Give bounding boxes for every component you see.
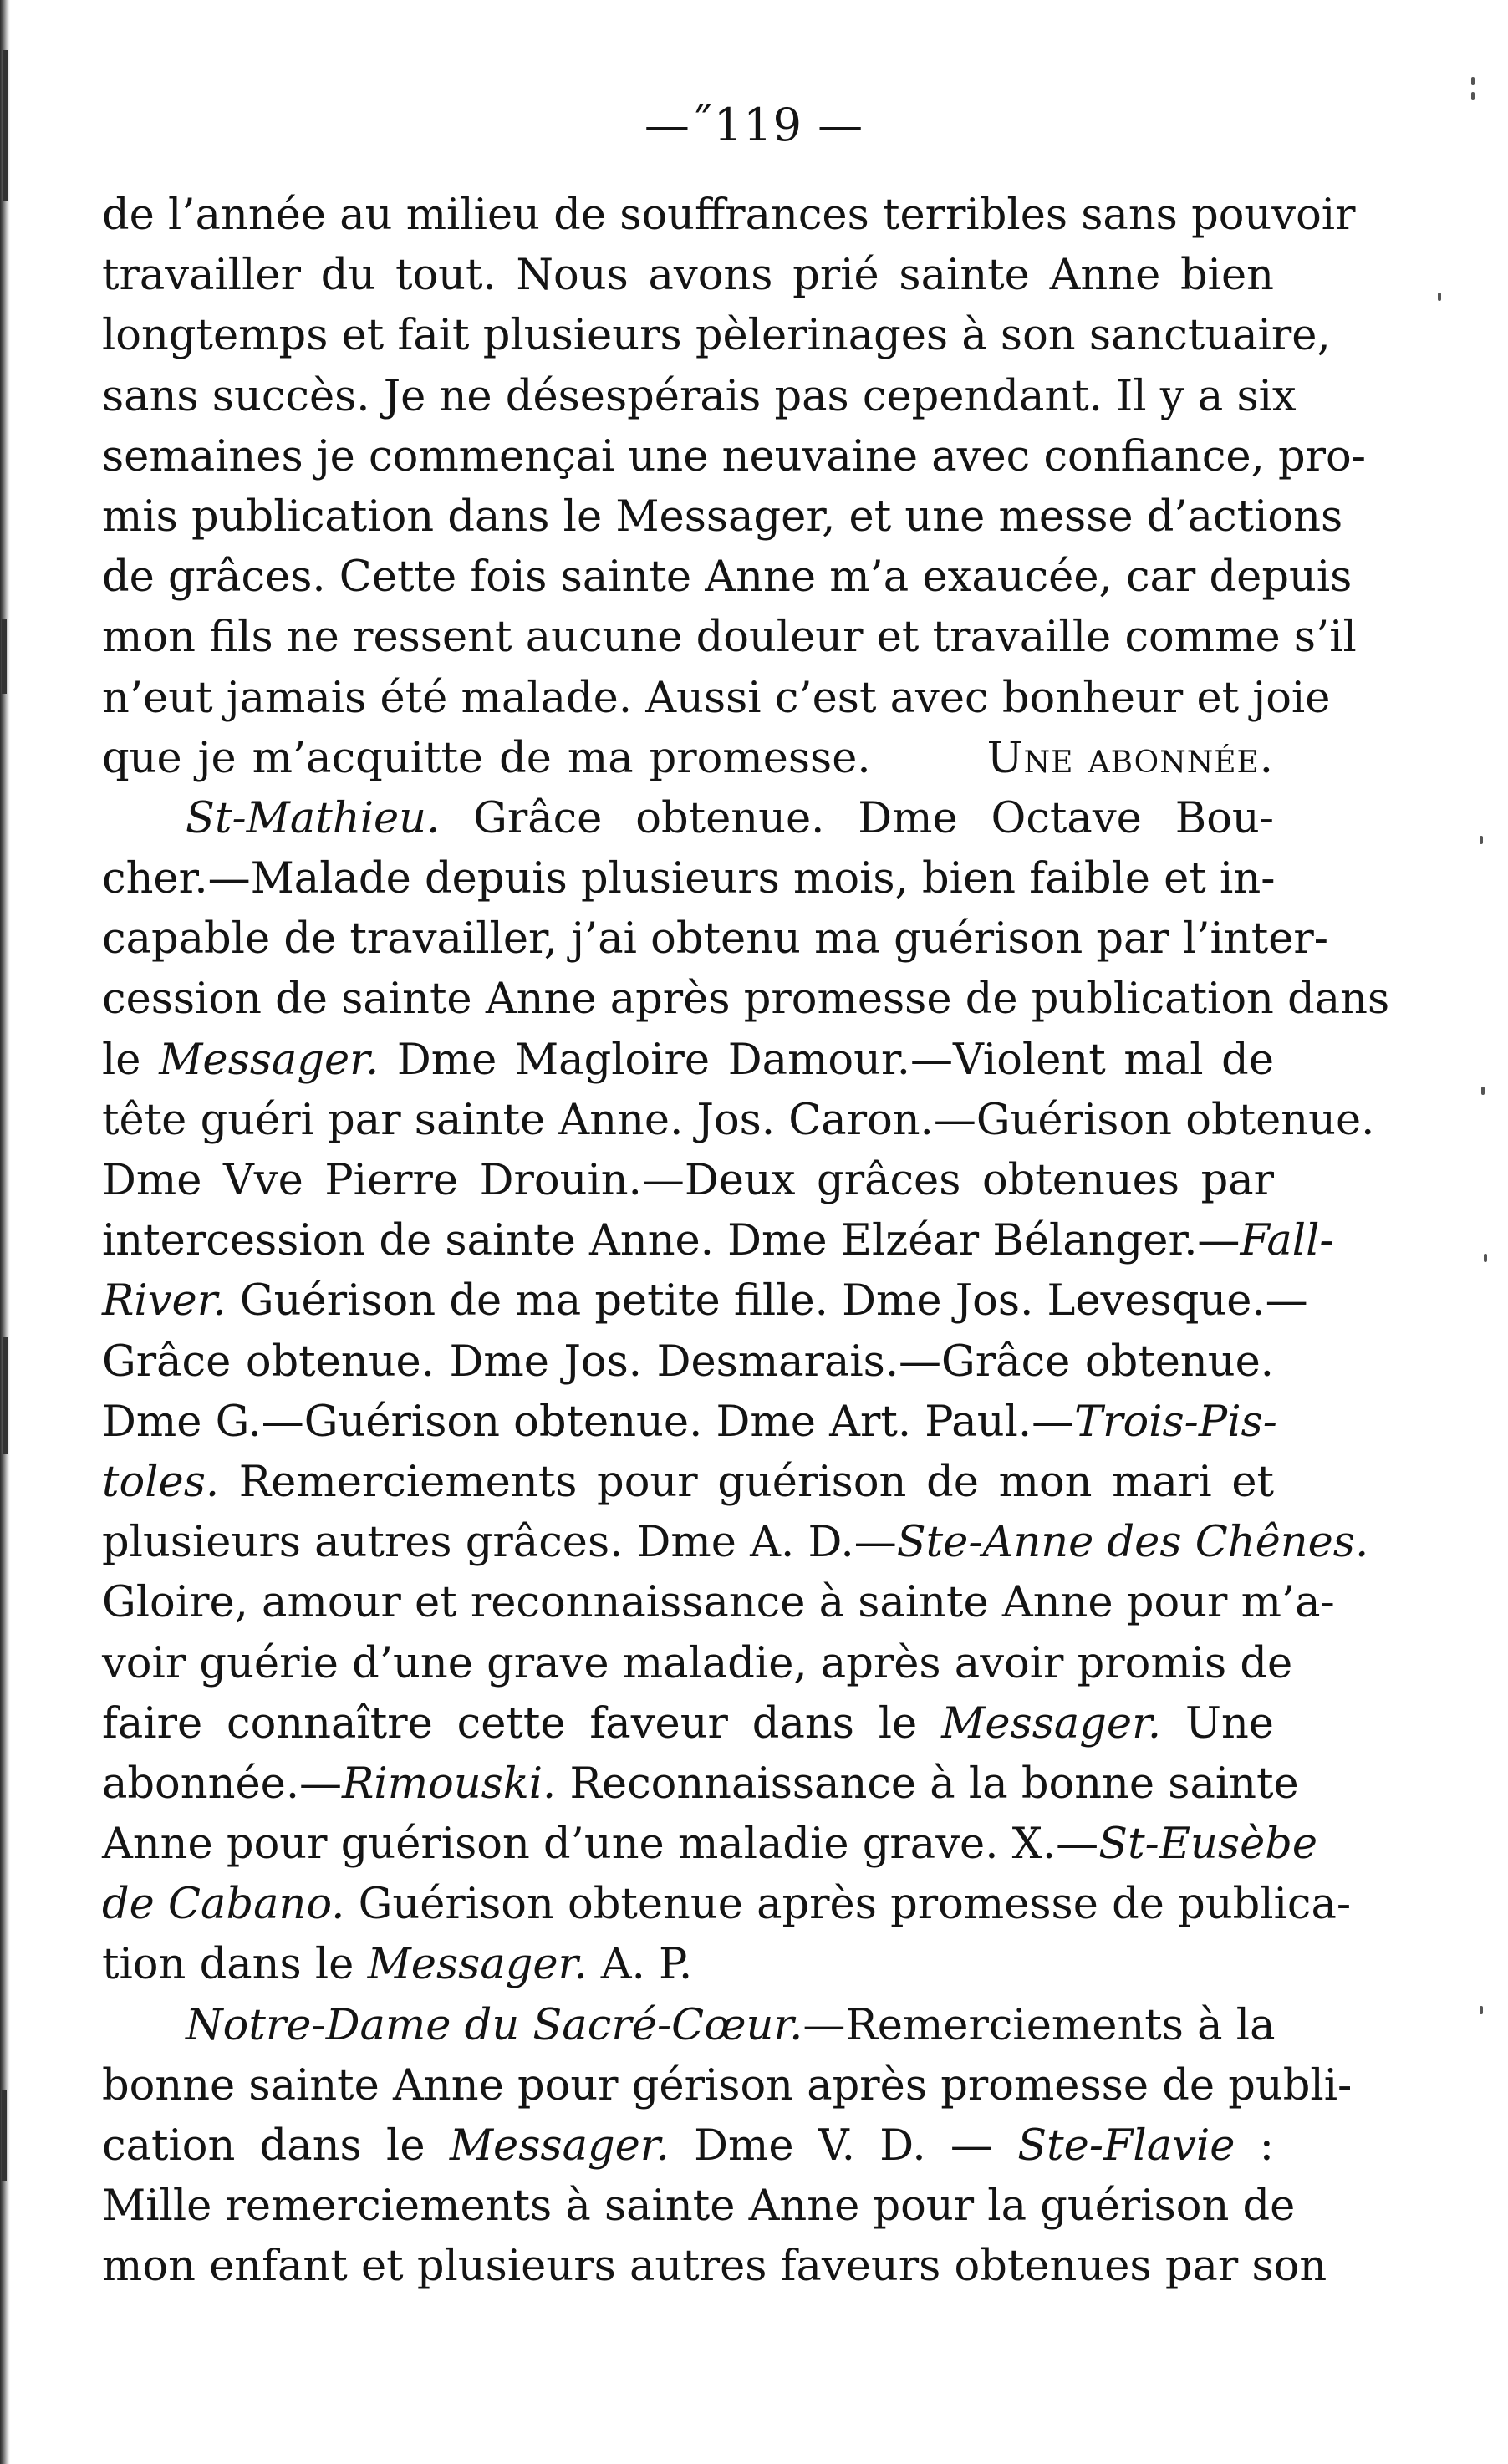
edge-scan-mark [2, 2090, 7, 2181]
signature: Une abonnée. [986, 733, 1274, 783]
text-line: Dme Vve Pierre Drouin.—Deux grâces obtenues par [102, 1156, 1274, 1205]
text-line: longtemps et fait plusieurs pèlerinages à son sanctuaire, [102, 311, 1331, 361]
text-line: sans succès. Je ne désespérais pas cependant. Il y a six [102, 371, 1297, 421]
text-line: cher.—Malade depuis plusieurs mois, bien faible et in- [102, 854, 1276, 904]
text-line: cation dans le Messager. Dme V. D. — Ste-Flavie : [102, 2121, 1274, 2171]
text-line: mon fils ne ressent aucune douleur et travaille comme s’il [102, 613, 1357, 663]
text-line: intercession de sainte Anne. Dme Elzéar Bélanger.—Fall- [102, 1216, 1334, 1266]
text-line: tête guéri par sainte Anne. Jos. Caron.—Guérison obtenue. [102, 1095, 1375, 1145]
page-number: —˝119 — [644, 99, 864, 151]
text-line: St-Mathieu. Grâce obtenue. Dme Octave Bou- [186, 793, 1274, 843]
text-line: faire connaître cette faveur dans le Messager. Une [102, 1698, 1274, 1749]
text-line: Mille remerciements à sainte Anne pour la guérison de [102, 2181, 1296, 2232]
text-line: voir guérie d’une grave maladie, après avoir promis de [102, 1638, 1293, 1688]
text-line: de grâces. Cette fois sainte Anne m’a exaucée, car depuis [102, 552, 1353, 603]
edge-scan-mark [2, 619, 7, 694]
scan-speck [1480, 836, 1483, 844]
text-line: le Messager. Dme Magloire Damour.—Violent mal de [102, 1035, 1275, 1085]
text-line: Notre-Dame du Sacré-Cœur.—Remerciements à la [186, 2000, 1276, 2050]
scan-speck [1471, 77, 1475, 85]
text-line: Dme G.—Guérison obtenue. Dme Art. Paul.—Trois-Pis- [102, 1397, 1277, 1447]
text-line: de Cabano. Guérison obtenue après promesse de publica- [102, 1880, 1352, 1930]
text-line: Gloire, amour et reconnaissance à sainte Anne pour m’a- [102, 1578, 1335, 1628]
text-line: River. Guérison de ma petite fille. Dme Jos. Levesque.— [102, 1276, 1308, 1326]
scan-speck [1481, 1087, 1485, 1095]
text-line: n’eut jamais été malade. Aussi c’est avec bonheur et joie [102, 673, 1331, 723]
text-line: travailler du tout. Nous avons prié sainte Anne bien [102, 251, 1274, 301]
scan-speck [1438, 293, 1441, 301]
text-line: mis publication dans le Messager, et une messe d’actions [102, 491, 1343, 542]
text-line: tion dans le Messager. A. P. [102, 1940, 693, 1990]
text-line: toles. Remerciements pour guérison de mon mari et [102, 1457, 1274, 1507]
edge-scan-mark [3, 1337, 8, 1454]
text-line: bonne sainte Anne pour gérison après promesse de publi- [102, 2060, 1353, 2110]
body-text [102, 186, 1390, 2298]
text-line: de l’année au milieu de souffrances terribles sans pouvoir [102, 191, 1356, 240]
text-line: Anne pour guérison d’une maladie grave. X.—St-Eusèbe [102, 1820, 1318, 1870]
text-line: abonnée.—Rimouski. Reconnaissance à la bonne sainte [102, 1759, 1299, 1809]
text-line: semaines je commençai une neuvaine avec confiance, pro- [102, 431, 1366, 481]
text-line: Grâce obtenue. Dme Jos. Desmarais.—Grâce obtenue. [102, 1336, 1274, 1387]
scan-speck [1480, 2006, 1483, 2014]
text-line: capable de travailler, j’ai obtenu ma guérison par l’inter- [102, 914, 1328, 965]
text-line: mon enfant et plusieurs autres faveurs obtenues par son [102, 2242, 1327, 2292]
text-line: plusieurs autres grâces. Dme A. D.—Ste-Anne des Chênes. [102, 1518, 1369, 1568]
text-line: que je m’acquitte de ma promesse. Une abonnée. [102, 729, 1274, 789]
scan-speck [1484, 1254, 1487, 1262]
text-line: cession de sainte Anne après promesse de publication dans [102, 975, 1390, 1025]
